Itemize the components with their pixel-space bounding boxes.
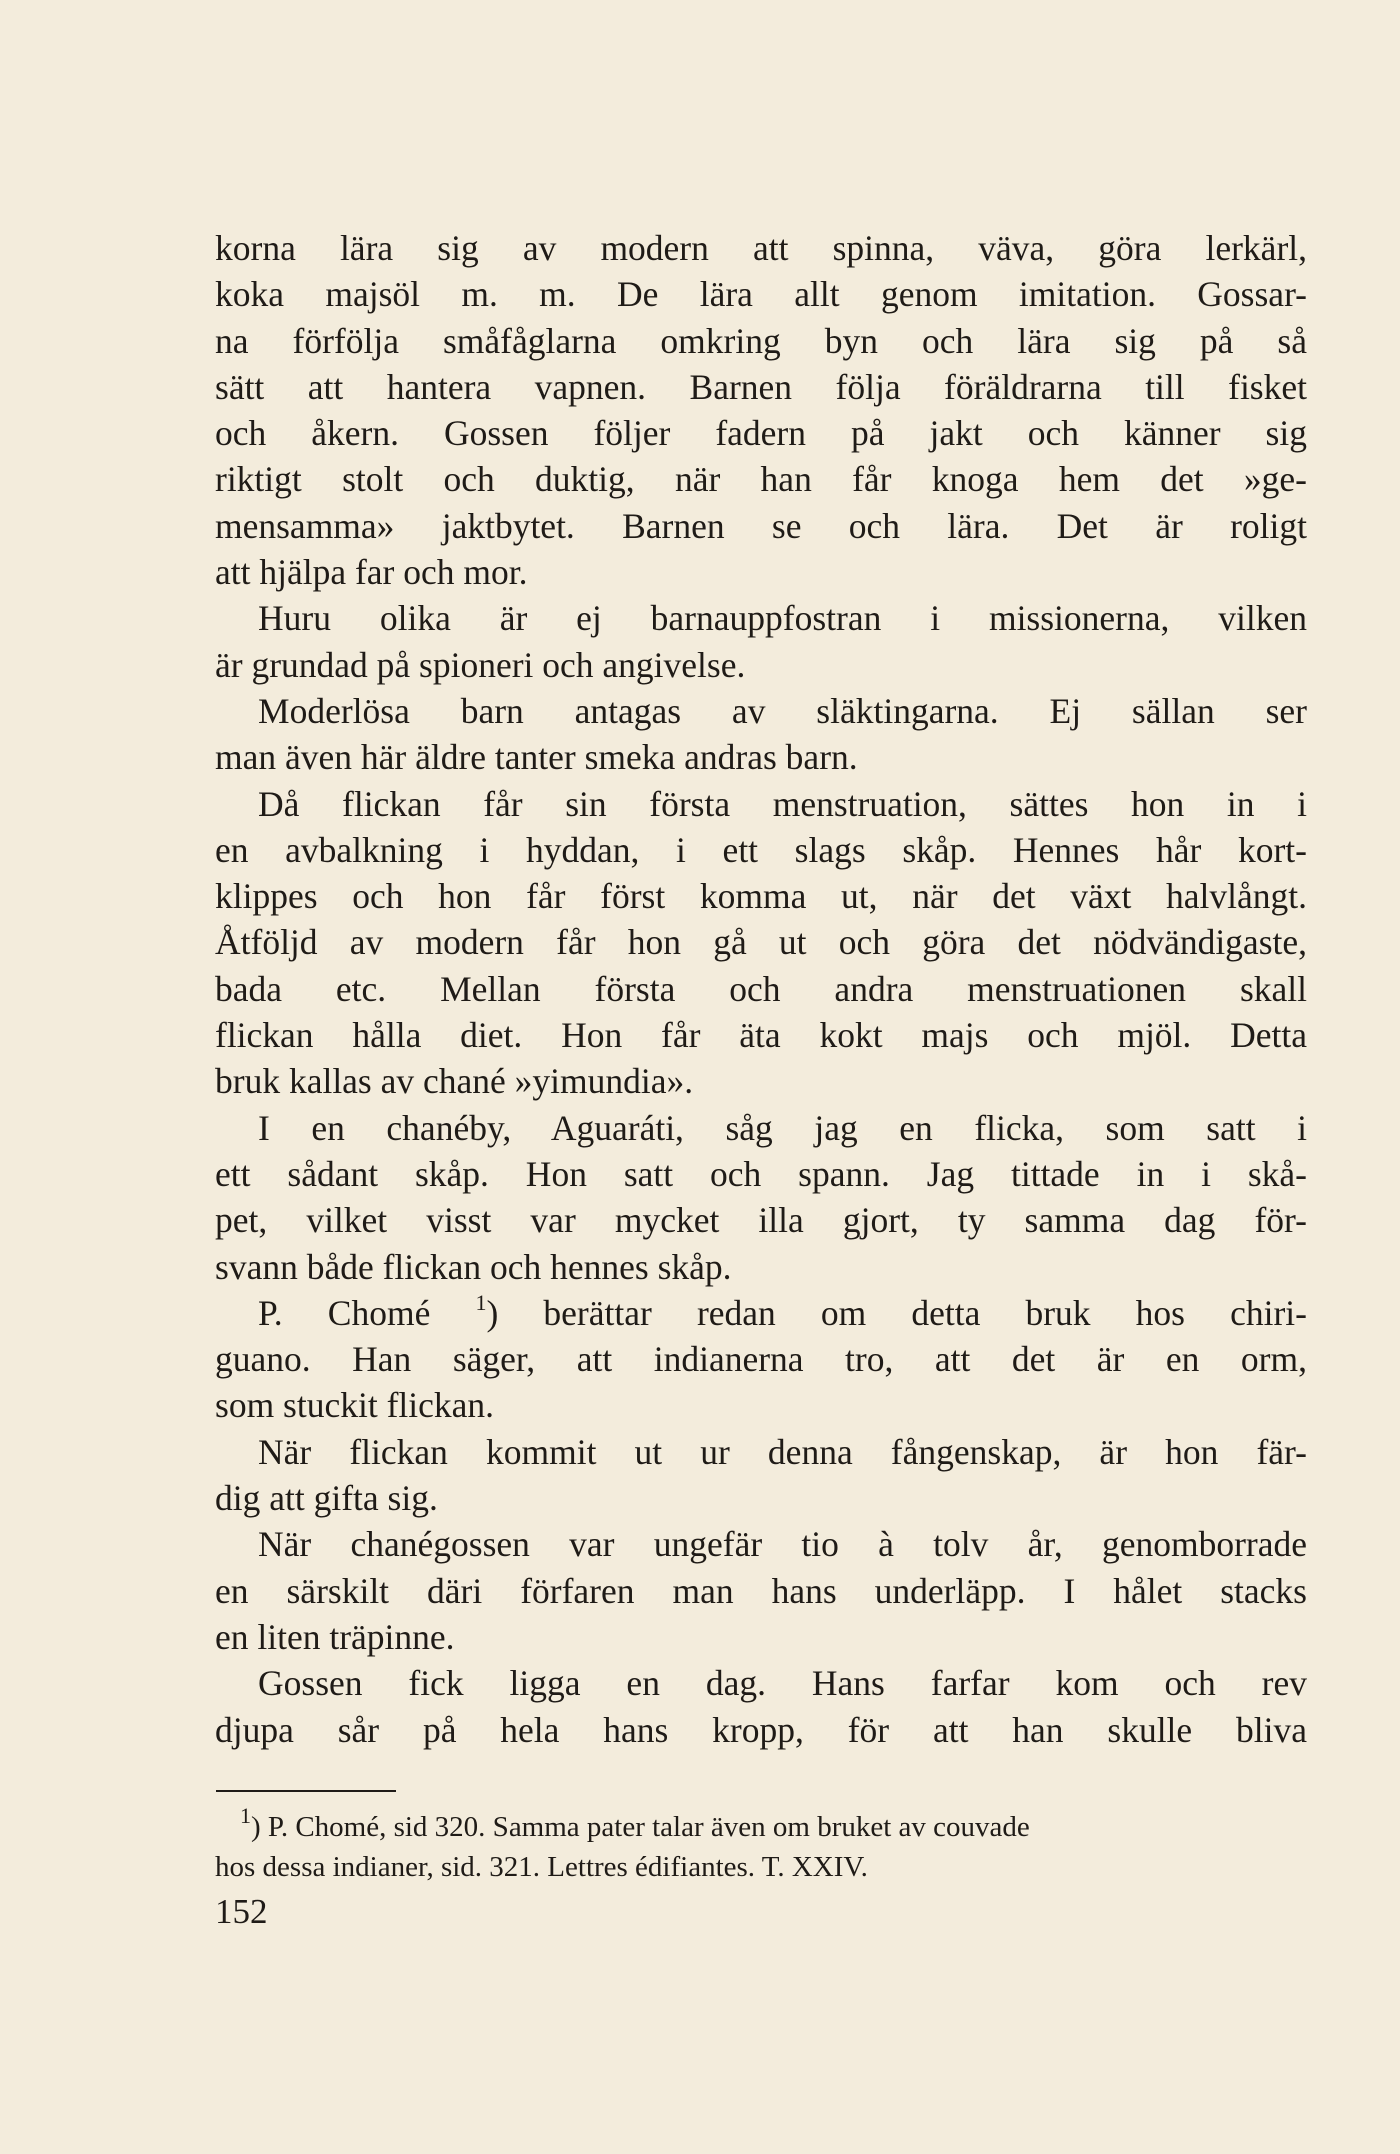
text-line: riktigt stolt och duktig, när han får knoga hem det »ge-: [215, 459, 1307, 500]
text-line: Åtföljd av modern får hon gå ut och göra det nödvändigaste,: [215, 922, 1307, 963]
text-line: ett sådant skåp. Hon satt och spann. Jag tittade in i skå-: [215, 1153, 1307, 1194]
footnote-line-2: hos dessa indianer, sid. 321. Lettres édifiantes. T. XXIV.: [215, 1851, 868, 1883]
text-line: P. Chomé $^1$) berättar redan om detta bruk hos chiri-: [258, 1290, 1307, 1333]
page-number: 152: [215, 1892, 268, 1931]
text-line: När flickan kommit ut ur denna fångenskap, är hon fär-: [258, 1431, 1307, 1472]
footnote-reference: 1: [475, 1290, 487, 1315]
text-line: Huru olika är ej barnauppfostran i missionerna, vilken: [258, 598, 1307, 639]
text-line: I en chanéby, Aguaráti, såg jag en flicka, som satt i: [258, 1107, 1307, 1148]
footnote-text-1: ) P. Chomé, sid 320. Samma pater talar även om bruket av couvade: [251, 1811, 1030, 1843]
text-line: bada etc. Mellan första och andra menstruationen skall: [215, 968, 1307, 1009]
text-line: att hjälpa far och mor.: [215, 552, 528, 593]
text-line: en avbalkning i hyddan, i ett slags skåp. Hennes hår kort-: [215, 829, 1307, 870]
text-line: bruk kallas av chané »yimundia».: [215, 1061, 694, 1102]
text-line: sätt att hantera vapnen. Barnen följa föräldrarna till fisket: [215, 366, 1307, 407]
text-line: djupa sår på hela hans kropp, för att han skulle bliva: [215, 1709, 1307, 1750]
text-line: koka majsöl m. m. De lära allt genom imitation. Gossar-: [215, 274, 1307, 315]
text-line: dig att gifta sig.: [215, 1478, 438, 1519]
text-line: och åkern. Gossen följer fadern på jakt och känner sig: [215, 413, 1307, 454]
text-line: Gossen fick ligga en dag. Hans farfar kom och rev: [258, 1663, 1307, 1704]
text-line: När chanégossen var ungefär tio à tolv år, genomborrade: [258, 1524, 1307, 1565]
footnote-marker: 1: [240, 1803, 251, 1829]
text-line: en liten träpinne.: [215, 1616, 455, 1657]
text-line: korna lära sig av modern att spinna, väva, göra lerkärl,: [215, 228, 1307, 268]
text-line: flickan hålla diet. Hon får äta kokt majs och mjöl. Detta: [215, 1015, 1307, 1056]
footnote-separator: [216, 1790, 396, 1792]
body-text: [215, 225, 1307, 1753]
text-line: svann både flickan och hennes skåp.: [215, 1246, 732, 1287]
footnote-line-1: [215, 1803, 1307, 1847]
text-line: klippes och hon får först komma ut, när det växt halvlångt.: [215, 876, 1307, 917]
text-line: är grundad på spioneri och angivelse.: [215, 644, 746, 685]
text-line: Moderlösa barn antagas av släktingarna. Ej sällan ser: [258, 690, 1307, 731]
footnotes: [215, 1803, 1307, 1887]
text-line: som stuckit flickan.: [215, 1385, 495, 1426]
text-line: mensamma» jaktbytet. Barnen se och lära. Det är roligt: [215, 505, 1307, 546]
text-line: na förfölja småfåglarna omkring byn och lära sig på så: [215, 320, 1307, 361]
text-line: pet, vilket visst var mycket illa gjort, ty samma dag för-: [215, 1200, 1307, 1241]
text-line: en särskilt däri förfaren man hans underläpp. I hålet stacks: [215, 1570, 1307, 1611]
text-line: Då flickan får sin första menstruation, sättes hon in i: [258, 783, 1307, 824]
text-line: man även här äldre tanter smeka andras barn.: [215, 737, 858, 778]
text-line: guano. Han säger, att indianerna tro, att det är en orm,: [215, 1339, 1307, 1380]
